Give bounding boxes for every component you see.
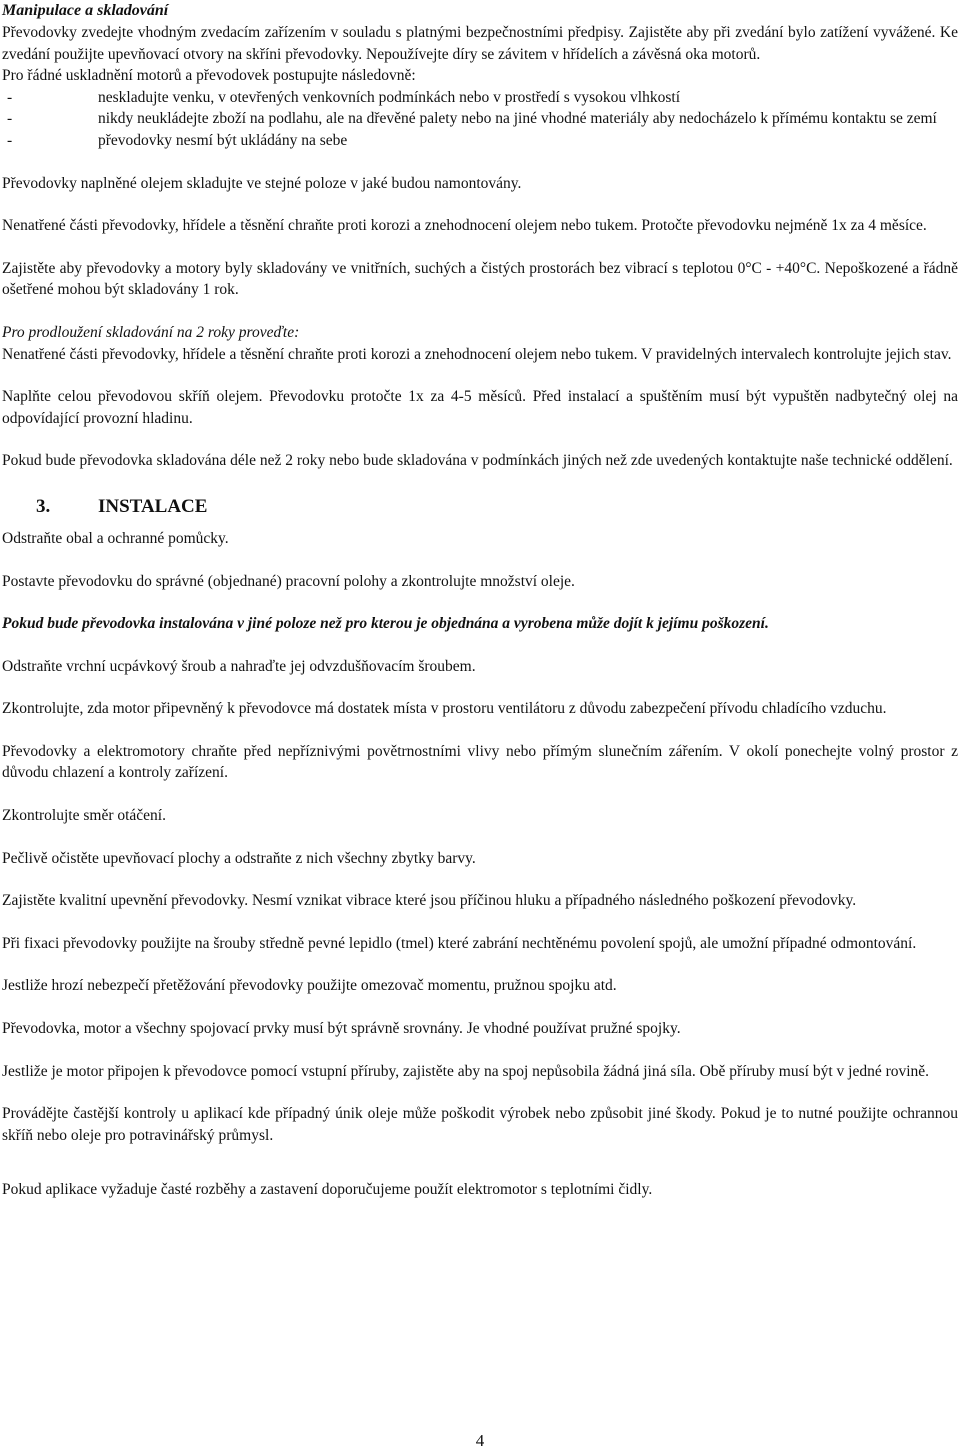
storage-list-item-text: převodovky nesmí být ukládány na sebe <box>98 131 348 149</box>
page-number: 4 <box>475 1431 485 1450</box>
paragraph-install-warning: Pokud bude převodovka instalována v jiné poloze než pro kterou je objednána a vyrobena může dojít k jejímu poškození. <box>2 615 769 633</box>
paragraph-install-step: Při fixaci převodovky použijte na šrouby středně pevné lepidlo (tmel) které zabrání nechtěnému povolení spojů, ale umožní případné odmontování. <box>2 934 917 952</box>
storage-list-item-text: neskladujte venku, v otevřených venkovních podmínkách nebo v prostředí s vysokou vlhkostí <box>98 88 681 106</box>
paragraph-lifting: Převodovky zvedejte vhodným zvedacím zařízením v souladu s platnými bezpečnostními předpisy. Zajistěte aby při zvedání bylo zatížení vyvážené. Ke zvedání použijte upevňovací otvory na skříni převodovky. Nepoužívejte díry se závitem v hřídelích a závěsná oka motorů. <box>2 24 958 63</box>
storage-list <box>2 87 958 152</box>
storage-list-item-text: nikdy neukládejte zboží na podlahu, ale na dřevěné palety nebo na jiné vhodné materiály aby nedocházelo k přímému kontaktu se zemí <box>98 110 937 128</box>
paragraph-unpainted-parts: Nenatřené části převodovky, hřídele a těsnění chraňte proti korozi a znehodnocení olejem nebo tukem. Protočte převodovku nejméně 1x za 4 měsíce. <box>2 217 927 235</box>
paragraph-fill-oil: Naplňte celou převodovou skříň olejem. Převodovku protočte 1x za 4-5 měsíců. Před instalací a spuštěním musí být vypuštěn nadbytečný olej na odpovídající provozní hladinu. <box>2 388 958 427</box>
section-number: 3. <box>36 495 51 517</box>
section-heading-installation <box>2 494 958 520</box>
paragraph-install-step: Jestliže hrozí nebezpečí přetěžování převodovky použijte omezovač momentu, pružnou spojku atd. <box>2 977 617 995</box>
paragraph-extended-storage-title: Pro prodloužení skladování na 2 roky proveďte: <box>2 323 300 341</box>
paragraph-oil-filled: Převodovky naplněné olejem skladujte ve stejné poloze v jaké budou namontovány. <box>2 174 522 192</box>
paragraph-install-step: Převodovky a elektromotory chraňte před nepříznivými povětrnostními vlivy nebo přímým slunečním zářením. V okolí ponechejte volný prostor z důvodu chlazení a kontroly zařízení. <box>2 742 958 782</box>
paragraph-install-step: Odstraňte vrchní ucpávkový šroub a nahraďte jej odvzdušňovacím šroubem. <box>2 657 476 675</box>
paragraph-install-step: Provádějte častější kontroly u aplikací kde případný únik oleje může poškodit výrobek nebo způsobit jiné škody. Pokud je to nutné použijte ochrannou skříň nebo oleje pro potravinářský průmysl. <box>2 1105 958 1144</box>
storage-list-item: - nikdy neukládejte zboží na podlahu, ale na dřevěné palety nebo na jiné vhodné materiály aby nedocházelo k přímému kontaktu se zemí <box>7 110 937 128</box>
paragraph-install-step: Převodovka, motor a všechny spojovací prvky musí být správně srovnány. Je vhodné používat pružné spojky. <box>2 1020 681 1038</box>
section-title: INSTALACE <box>98 495 208 517</box>
paragraph-install-step: Zkontrolujte, zda motor připevněný k převodovce má dostatek místa v prostoru ventilátoru z důvodu zabezpečení přívodu chladícího vzduchu. <box>2 700 887 718</box>
storage-list-item: - převodovky nesmí být ukládány na sebe <box>7 131 348 149</box>
paragraph-install-step: Zkontrolujte směr otáčení. <box>2 807 166 825</box>
paragraph-storage-conditions: Zajistěte aby převodovky a motory byly skladovány ve vnitřních, suchých a čistých prostorách bez vibrací s teplotou 0°C - +40°C. Nepoškozené a řádně ošetřené mohou být skladovány 1 rok. <box>2 259 958 299</box>
paragraph-extended-storage-body: Nenatřené části převodovky, hřídele a těsnění chraňte proti korozi a znehodnocení olejem nebo tukem. V pravidelných intervalech kontrolujte jejich stav. <box>2 345 952 363</box>
paragraph-install-step: Zajistěte kvalitní upevnění převodovky. Nesmí vznikat vibrace které jsou příčinou hluku a případného následného poškození převodovky. <box>2 892 857 910</box>
heading-handling-storage: Manipulace a skladování <box>2 2 169 19</box>
paragraph-temperature-sensors: Pokud aplikace vyžaduje časté rozběhy a zastavení doporučujeme použít elektromotor s teplotními čidly. <box>2 1181 653 1199</box>
paragraph-longer-storage: Pokud bude převodovka skladována déle než 2 roky nebo bude skladována v podmínkách jiných než zde uvedených kontaktujte naše technické oddělení. <box>2 452 953 470</box>
paragraph-storage-lead: Pro řádné uskladnění motorů a převodovek postupujte následovně: <box>2 67 416 85</box>
paragraph-install-step: Pečlivě očistěte upevňovací plochy a odstraňte z nich všechny zbytky barvy. <box>2 849 476 867</box>
paragraph-install-step: Jestliže je motor připojen k převodovce pomocí vstupní příruby, zajistěte aby na spoj nepůsobila žádná jiná síla. Obě příruby musí být v jedné rovině. <box>2 1062 930 1080</box>
paragraph-install-step: Postavte převodovku do správné (objednané) pracovní polohy a zkontrolujte množství oleje. <box>2 572 575 590</box>
paragraph-install-step: Odstraňte obal a ochranné pomůcky. <box>2 529 229 547</box>
storage-list-item: - neskladujte venku, v otevřených venkovních podmínkách nebo v prostředí s vysokou vlhkostí <box>7 88 681 106</box>
